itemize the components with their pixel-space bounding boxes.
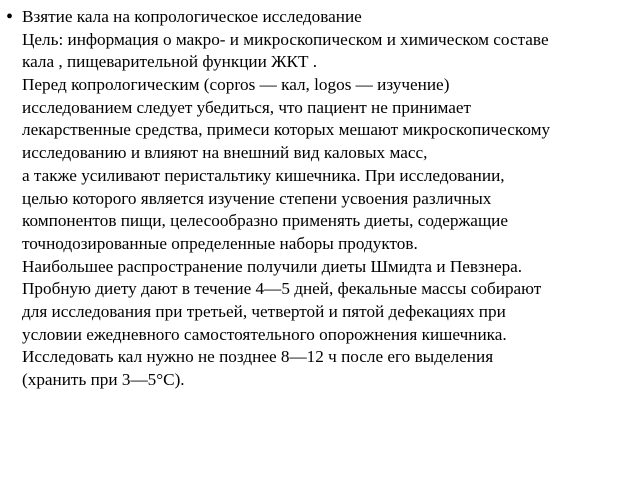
text-line: целью которого является изучение степени усвоения различных [22, 188, 492, 208]
text-line: лекарственные средства, примеси которых мешают микроскопическому [22, 120, 551, 140]
text-line-title: Взятие кала на копрологическое исследование [22, 7, 362, 26]
slide-text-body [22, 6, 638, 392]
text-line: Цель: информация о макро- и микроскопическом и химическом составе [22, 29, 549, 49]
text-line: кала , пищеварительной функции ЖКТ . [22, 52, 318, 72]
text-line: Наибольшее распространение получили диеты Шмидта и Певзнера. [22, 256, 523, 276]
text-line: а также усиливают перистальтику кишечника. При исследовании, [22, 165, 505, 185]
text-line: компонентов пищи, целесообразно применять диеты, содержащие [22, 211, 508, 231]
text-line: (хранить при 3—5°С). [22, 370, 185, 389]
text-line: Исследовать кал нужно не позднее 8—12 ч после его выделения [22, 347, 494, 367]
text-line: Перед копрологическим (copros — кал, logos — изучение) [22, 75, 450, 95]
text-line: для исследования при третьей, четвертой и пятой дефекациях при [22, 301, 506, 321]
text-line: исследованию и влияют на внешний вид каловых масс, [22, 143, 428, 163]
text-line: условии ежедневного самостоятельного опорожнения кишечника. [22, 324, 507, 344]
text-line: Пробную диету дают в течение 4—5 дней, фекальные массы собирают [22, 279, 542, 299]
bullet-marker: • [6, 6, 14, 28]
text-line: точнодозированные определенные наборы продуктов. [22, 233, 418, 253]
text-line: исследованием следует убедиться, что пациент не принимает [22, 97, 472, 117]
